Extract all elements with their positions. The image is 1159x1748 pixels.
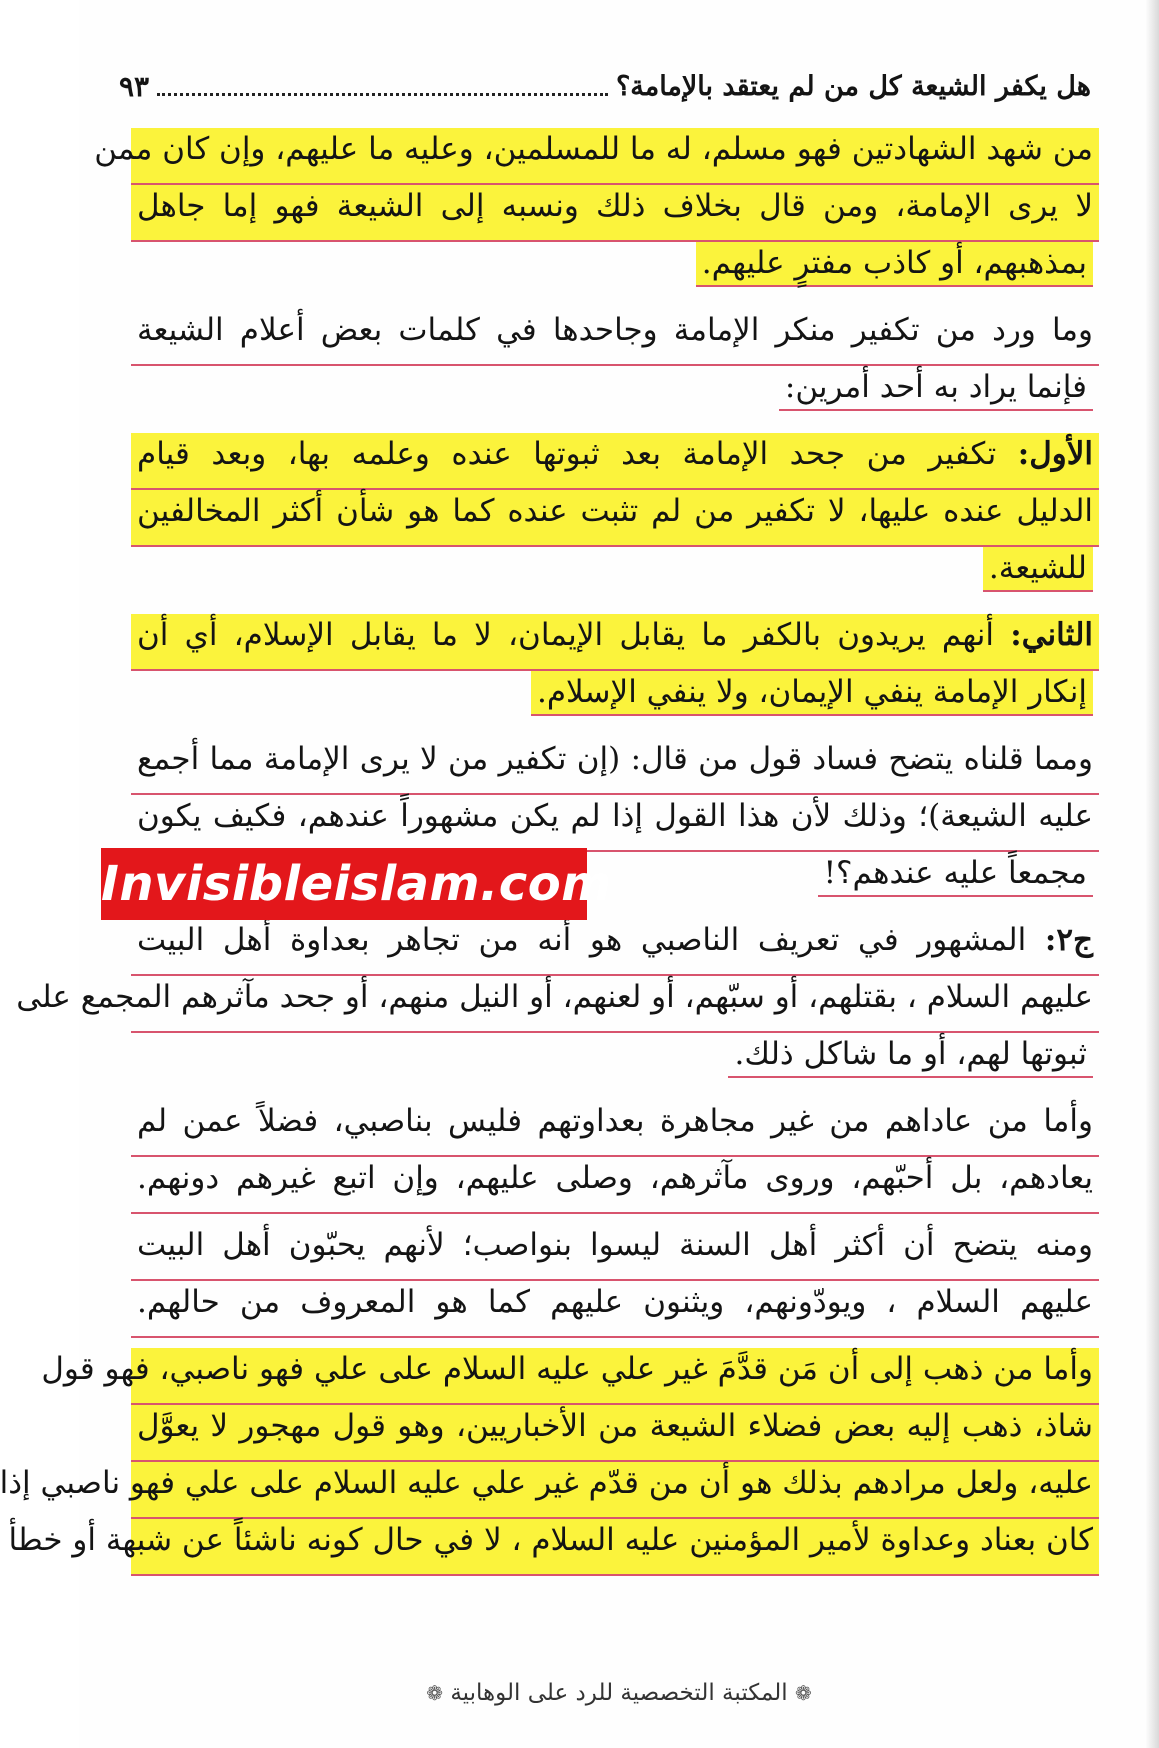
- paragraph: [131, 1224, 1099, 1338]
- text-line: [131, 242, 1099, 299]
- line-text: أنهم يريدون بالكفر ما يقابل الإيمان، لا ما يقابل الإسلام، أي أن: [137, 617, 995, 653]
- text-line: [131, 795, 1099, 852]
- line-text: من شهد الشهادتين فهو مسلم، له ما للمسلمين، وعليه ما عليهم، وإن كان ممن: [94, 131, 1093, 167]
- line-text: كان بعناد وعداوة لأمير المؤمنين عليه السلام ، لا في حال كونه ناشئاً عن شبهة أو خطأ: [8, 1522, 1093, 1558]
- line-text: وأما من ذهب إلى أن مَن قدَّمَ غير علي عليه السلام على علي فهو ناصبي، فهو قول: [41, 1351, 1093, 1387]
- text-line: [131, 919, 1099, 976]
- paragraph: [131, 309, 1099, 423]
- page-edge-shadow: [1145, 0, 1159, 1748]
- line-text: لا يرى الإمامة، ومن قال بخلاف ذلك ونسبه إلى الشيعة فهو إما جاهل: [137, 188, 1093, 224]
- text-line: [131, 671, 1099, 728]
- line-text: فإنما يراد به أحد أمرين:: [784, 369, 1087, 405]
- line-text: عليه، ولعل مرادهم بذلك هو أن من قدّم غير علي عليه السلام على علي فهو ناصبي إذا: [0, 1465, 1093, 1501]
- text-line: [131, 1033, 1099, 1090]
- line-text: الدليل عنده عليها، لا تكفير من لم تثبت عنده كما هو شأن أكثر المخالفين: [137, 493, 1093, 529]
- paragraph-lead: الثاني:: [1010, 617, 1094, 653]
- line-text: ومما قلناه يتضح فساد قول من قال: (إن تكفير من لا يرى الإمامة مما أجمع: [137, 741, 1093, 777]
- text-line: [8, 1519, 1099, 1576]
- text-line: [41, 1348, 1099, 1405]
- line-text: للشيعة.: [988, 550, 1087, 586]
- line-text: ثبوتها لهم، أو ما شاكل ذلك.: [734, 1036, 1087, 1072]
- text-line: [16, 976, 1099, 1033]
- watermark-banner: Invisibleislam.com: [101, 848, 587, 920]
- line-text: عليه الشيعة)؛ وذلك لأن هذا القول إذا لم يكن مشهوراً عندهم، فكيف يكون: [137, 798, 1093, 834]
- text-line: [131, 490, 1099, 547]
- text-line: [131, 309, 1099, 366]
- text-line: [131, 433, 1099, 490]
- text-line: [131, 547, 1099, 604]
- line-text: بمذهبهم، أو كاذب مفترٍ عليهم.: [701, 245, 1087, 281]
- footer-ornament-left: ❁: [426, 1681, 443, 1705]
- line-text: يعادهم، بل أحبّهم، وروى مآثرهم، وصلى عليهم، وإن اتبع غيرهم دونهم.: [137, 1160, 1093, 1196]
- text-line: [131, 366, 1099, 423]
- line-text: عليهم السلام ، بقتلهم، أو سبّهم، أو لعنهم، أو النيل منهم، أو جحد مآثرهم المجمع على: [16, 979, 1093, 1015]
- text-line: [131, 1405, 1099, 1462]
- line-text: تكفير من جحد الإمامة بعد ثبوتها عنده وعلمه بها، وبعد قيام: [137, 436, 997, 472]
- text-line: [131, 1157, 1099, 1214]
- paragraph: [131, 433, 1099, 604]
- paragraph: [0, 1348, 1099, 1576]
- line-text: المشهور في تعريف الناصبي هو أنه من تجاهر بعداوة أهل البيت: [137, 922, 1027, 958]
- line-text: وأما من عاداهم من غير مجاهرة بعداوتهم فليس بناصبي، فضلاً عمن لم: [137, 1103, 1093, 1139]
- footer-library-name: المكتبة التخصصية للرد على الوهابية: [450, 1680, 788, 1706]
- text-line: [131, 1281, 1099, 1338]
- header-title: هل يكفر الشيعة كل من لم يعتقد بالإمامة؟: [615, 70, 1091, 102]
- text-line: [131, 614, 1099, 671]
- line-text: ومنه يتضح أن أكثر أهل السنة ليسوا بنواصب؛ لأنهم يحبّون أهل البيت: [137, 1227, 1093, 1263]
- page-number: ٩٣: [119, 69, 150, 103]
- header-dot-leader: [157, 77, 608, 96]
- paragraph: [131, 1100, 1099, 1214]
- text-line: [131, 185, 1099, 242]
- paragraph-lead: ج٢:: [1044, 922, 1094, 958]
- line-text: إنكار الإمامة ينفي الإيمان، ولا ينفي الإسلام.: [537, 674, 1087, 710]
- text-line: [94, 128, 1099, 185]
- text-line: [131, 1100, 1099, 1157]
- text-line: [131, 738, 1099, 795]
- page-footer: [79, 1680, 1159, 1706]
- paragraph: [94, 128, 1099, 299]
- line-text: شاذ، ذهب إليه بعض فضلاء الشيعة من الأخباريين، وهو قول مهجور لا يعوَّل: [137, 1408, 1093, 1444]
- text-line: [0, 1462, 1099, 1519]
- footer-ornament-right: ❁: [794, 1681, 812, 1705]
- text-line: [131, 1224, 1099, 1281]
- paragraph: [131, 614, 1099, 728]
- line-text: وما ورد من تكفير منكر الإمامة وجاحدها في كلمات بعض أعلام الشيعة: [137, 312, 1093, 348]
- paragraph: [16, 919, 1099, 1090]
- line-text: مجمعاً عليه عندهم؟!: [823, 855, 1087, 891]
- running-header: [119, 58, 1091, 114]
- paragraph-lead: الأول:: [1017, 436, 1093, 472]
- line-text: عليهم السلام ، ويودّونهم، ويثنون عليهم كما هو المعروف من حالهم.: [137, 1284, 1093, 1320]
